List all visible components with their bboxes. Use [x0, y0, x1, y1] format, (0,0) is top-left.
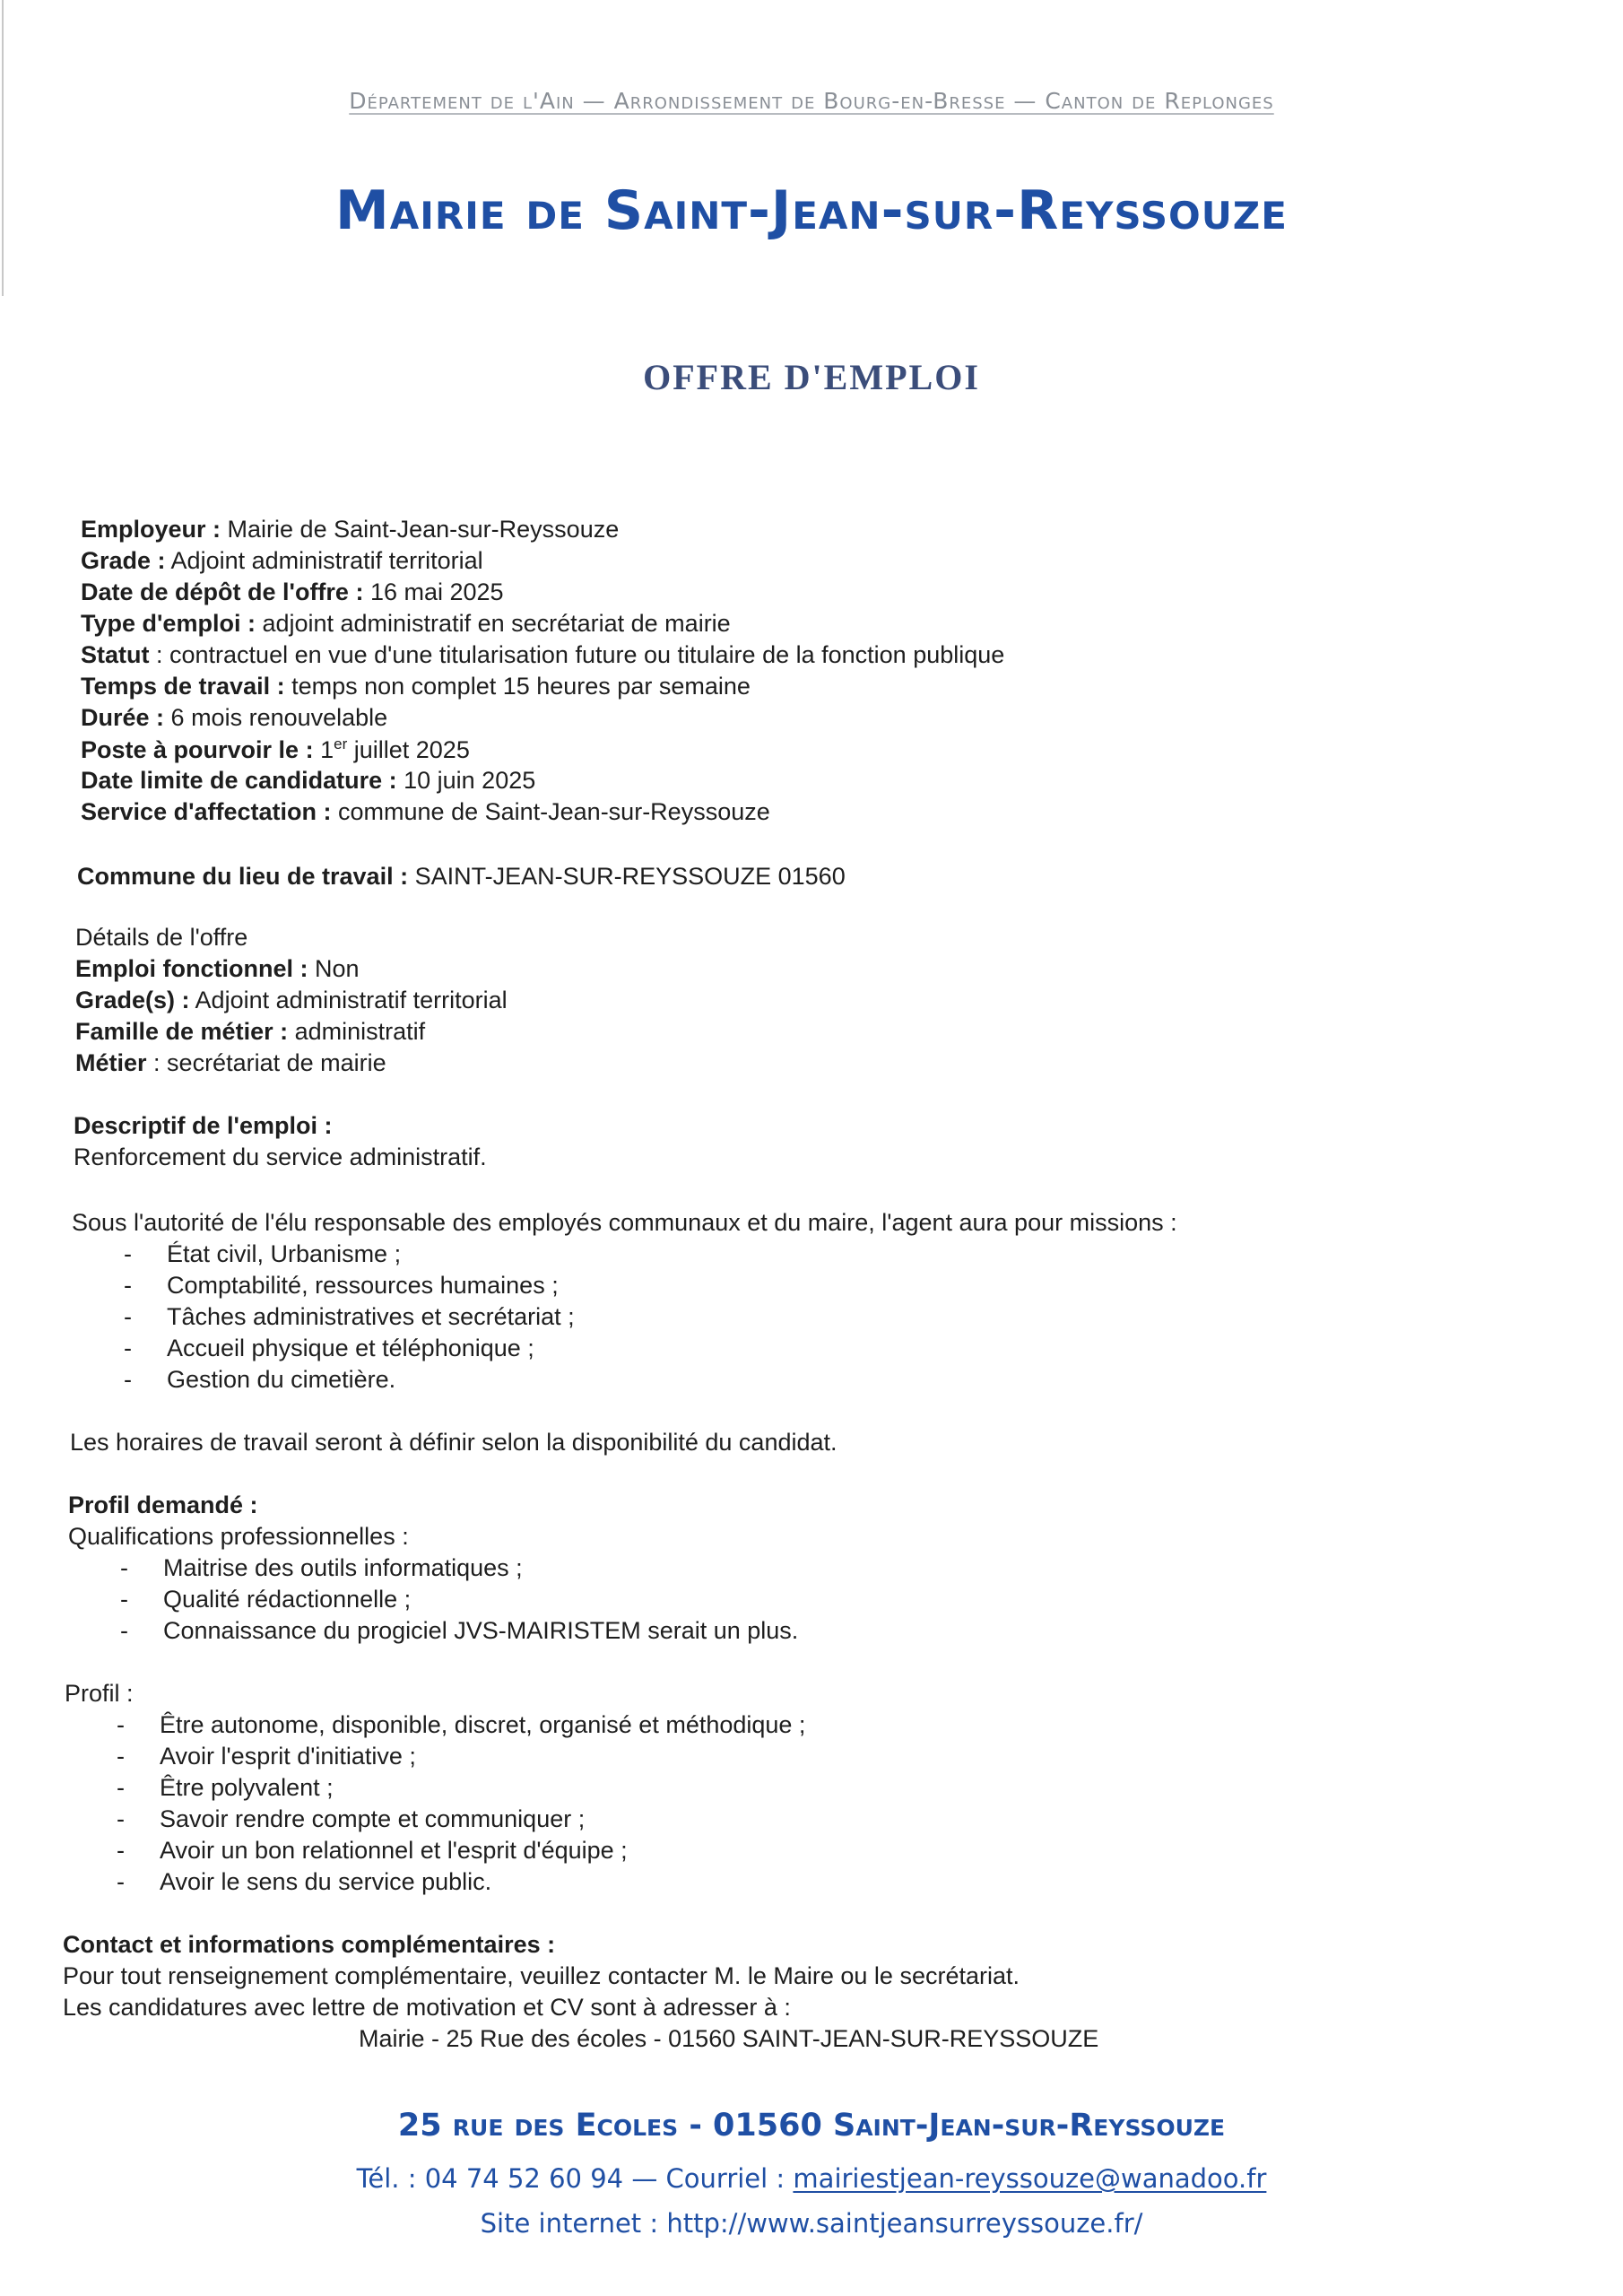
profil-heading: Profil demandé : — [68, 1492, 258, 1518]
footer-tel: 04 74 52 60 94 — [424, 2163, 624, 2194]
scan-edge — [2, 0, 4, 296]
summary-service: Service d'affectation : commune de Saint-Jean-sur-Reyssouze — [81, 798, 770, 825]
summary-poste-pourvoir: Poste à pourvoir le : 1er juillet 2025 — [81, 735, 470, 763]
descriptif-text: Renforcement du service administratif. — [74, 1144, 487, 1170]
footer-mail-link[interactable]: mairiestjean-reyssouze@wanadoo.fr — [793, 2163, 1267, 2194]
location-line: Département de l'Ain — Arrondissement de Bourg-en-Bresse — Canton de Replonges — [349, 88, 1274, 114]
descriptif-heading: Descriptif de l'emploi : — [74, 1112, 333, 1139]
contact-line-1: Pour tout renseignement complémentaire, veuillez contacter M. le Maire ou le secrétariat. — [63, 1962, 1020, 1989]
details-grades: Grade(s) : Adjoint administratif territorial — [75, 987, 508, 1013]
descriptif-intro: Sous l'autorité de l'élu responsable des employés communaux et du maire, l'agent aura pour missions : — [72, 1209, 1177, 1236]
details-famille-metier: Famille de métier : administratif — [75, 1018, 426, 1045]
mairie-title: Mairie de Saint-Jean-sur-Reyssouze — [335, 179, 1288, 242]
contact-address: Mairie - 25 Rue des écoles - 01560 SAINT-JEAN-SUR-REYSSOUZE — [359, 2025, 1099, 2052]
summary-grade: Grade : Adjoint administratif territorial — [81, 547, 483, 574]
contact-line-2: Les candidatures avec lettre de motivation et CV sont à adresser à : — [63, 1994, 791, 2021]
footer-address: 25 rue des Ecoles - 01560 Saint-Jean-sur-Reyssouze — [397, 2108, 1226, 2144]
summary-duree: Durée : 6 mois renouvelable — [81, 704, 388, 731]
footer-tel-label: Tél. : — [356, 2163, 417, 2194]
summary-date-depot: Date de dépôt de l'offre : 16 mai 2025 — [81, 578, 504, 605]
details-heading: Détails de l'offre — [75, 924, 248, 951]
qualifications-label: Qualifications professionnelles : — [68, 1523, 409, 1550]
footer-mail-label: Courriel : — [665, 2163, 785, 2194]
details-emploi-fonctionnel: Emploi fonctionnel : Non — [75, 955, 360, 982]
footer-site-line — [0, 2208, 1623, 2239]
footer-site-label: Site internet : — [480, 2208, 659, 2239]
summary-statut: Statut : contractuel en vue d'une titularisation future ou titulaire de la fonction publique — [81, 641, 1005, 668]
summary-employeur: Employeur : Mairie de Saint-Jean-sur-Reyssouze — [81, 516, 620, 543]
footer-separator: — — [631, 2163, 658, 2194]
horaires-text: Les horaires de travail seront à définir selon la disponibilité du candidat. — [70, 1429, 838, 1456]
commune-lieu-travail: Commune du lieu de travail : SAINT-JEAN-SUR-REYSSOUZE 01560 — [77, 863, 846, 890]
summary-date-limite: Date limite de candidature : 10 juin 2025 — [81, 767, 536, 794]
footer-site-link[interactable]: http://www.saintjeansurreyssouze.fr/ — [666, 2208, 1143, 2239]
contact-heading: Contact et informations complémentaires : — [63, 1931, 556, 1958]
footer-contact-line — [0, 2163, 1623, 2194]
summary-type-emploi: Type d'emploi : adjoint administratif en secrétariat de mairie — [81, 610, 731, 637]
offer-title: OFFRE D'EMPLOI — [643, 357, 980, 397]
summary-temps-travail: Temps de travail : temps non complet 15 heures par semaine — [81, 673, 751, 700]
details-metier: Métier : secrétariat de mairie — [75, 1049, 386, 1076]
profil-label: Profil : — [65, 1680, 134, 1707]
